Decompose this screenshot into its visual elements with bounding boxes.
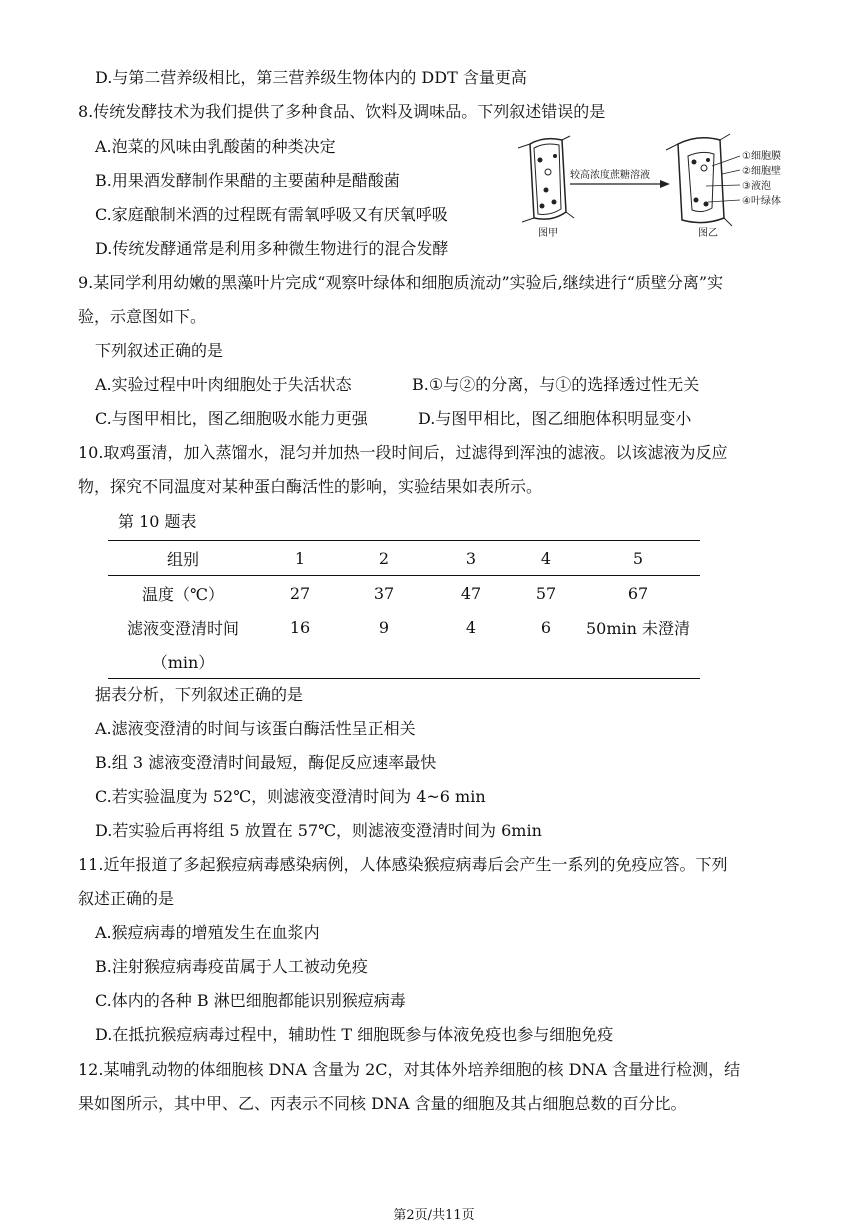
q8-option-b: B.用果酒发酵制作果醋的主要菌种是醋酸菌 [95, 171, 400, 190]
table-header-cell: 3 [426, 541, 516, 576]
table-row-time [108, 610, 700, 644]
table-cell: （min） [108, 644, 258, 679]
table-cell: 4 [465, 617, 477, 637]
table-title: 第 10 题表 [118, 512, 197, 531]
q10-option-b: B.组 3 滤液变澄清时间最短，酶促反应速率最快 [95, 753, 437, 772]
q10-option-a: A.滤液变澄清的时间与该蛋白酶活性呈正相关 [95, 719, 416, 738]
plasmolysis-figure [508, 130, 808, 246]
q9-stem-line2: 验，示意图如下。 [78, 307, 207, 326]
q10-results-table [108, 540, 700, 679]
table-header-cell: 2 [342, 541, 426, 576]
q9-stem-line1: 9.某同学利用幼嫩的黑藻叶片完成“观察叶绿体和细胞质流动”实验后,继续进行“质壁分离”实 [78, 273, 724, 292]
q7-option-d: D.与第二营养级相比，第三营养级生物体内的 DDT 含量更高 [95, 68, 527, 87]
table-cell: 47 [460, 583, 482, 603]
table-header-cell: 组别 [108, 541, 258, 576]
table-cell: 50min 未澄清 [585, 618, 691, 638]
cell-b-diagram [666, 134, 732, 226]
caption-right: 图乙 [698, 228, 718, 239]
q11-option-a: A.猴痘病毒的增殖发生在血浆内 [95, 923, 320, 942]
table-cell: 温度（℃） [142, 584, 224, 604]
arrow-head-icon [660, 180, 670, 188]
table-cell: 滤液变澄清时间 [126, 618, 239, 638]
table-header-cell: 4 [516, 541, 576, 576]
q11-option-d: D.在抵抗猴痘病毒过程中，辅助性 T 细胞既参与体液免疫也参与细胞免疫 [95, 1025, 614, 1044]
table-header-row [108, 541, 700, 576]
q11-option-b: B.注射猴痘病毒疫苗属于人工被动免疫 [95, 957, 368, 976]
q8-option-d: D.传统发酵通常是利用多种微生物进行的混合发酵 [95, 239, 449, 258]
arrow-label: 较高浓度蔗糖溶液 [570, 170, 650, 181]
label-cell-membrane: ①细胞膜 [742, 151, 781, 162]
q10-stem-line2: 物，探究不同温度对某种蛋白酶活性的影响，实验结果如表所示。 [78, 477, 543, 496]
table-cell: 9 [378, 617, 390, 637]
table-cell: 6 [540, 617, 552, 637]
q11-stem-line2: 叙述正确的是 [78, 889, 175, 908]
q11-option-c: C.体内的各种 B 淋巴细胞都能识别猴痘病毒 [95, 991, 406, 1010]
q10-stem-line1: 10.取鸡蛋清，加入蒸馏水，混匀并加热一段时间后，过滤得到浑浊的滤液。以该滤液为反应 [78, 443, 728, 462]
label-chloroplast: ④叶绿体 [742, 196, 781, 207]
table-header-cell: 5 [576, 541, 700, 576]
q9-stem-line3: 下列叙述正确的是 [95, 341, 224, 360]
q8-stem: 8.传统发酵技术为我们提供了多种食品、饮料及调味品。下列叙述错误的是 [78, 102, 606, 121]
label-cell-wall: ②细胞壁 [742, 166, 781, 177]
label-vacuole: ③液泡 [742, 181, 771, 192]
page-footer: 第2页/共11页 [393, 1208, 475, 1223]
q8-option-a: A.泡菜的风味由乳酸菌的种类决定 [95, 137, 336, 156]
q8-option-c: C.家庭酿制米酒的过程既有需氧呼吸又有厌氧呼吸 [95, 205, 448, 224]
q9-option-d: D.与图甲相比，图乙细胞体积明显变小 [418, 409, 692, 428]
q11-stem-line1: 11.近年报道了多起猴痘病毒感染病例，人体感染猴痘病毒后会产生一系列的免疫应答。下列 [78, 855, 728, 874]
q10-option-c: C.若实验温度为 52℃，则滤液变澄清时间为 4~6 min [95, 787, 486, 806]
cell-a-diagram [518, 136, 574, 222]
table-row-unit [108, 644, 700, 679]
q9-option-c: C.与图甲相比，图乙细胞吸水能力更强 [95, 409, 368, 428]
q10-stem-line3: 据表分析，下列叙述正确的是 [95, 685, 304, 704]
q12-stem-line2: 果如图所示，其中甲、乙、丙表示不同核 DNA 含量的细胞及其占细胞总数的百分比。 [78, 1094, 687, 1113]
table-cell: 27 [289, 583, 311, 603]
caption-left: 图甲 [538, 228, 558, 239]
q9-option-b: B.①与②的分离，与①的选择透过性无关 [412, 375, 700, 394]
q12-stem-line1: 12.某哺乳动物的体细胞核 DNA 含量为 2C，对其体外培养细胞的核 DNA 含量进行检测，结 [78, 1060, 741, 1079]
q9-option-a: A.实验过程中叶肉细胞处于失活状态 [95, 375, 352, 394]
table-cell: 57 [535, 583, 557, 603]
table-cell: 37 [373, 583, 395, 603]
table-cell: 16 [289, 617, 311, 637]
table-cell: 67 [627, 583, 649, 603]
q10-option-d: D.若实验后再将组 5 放置在 57℃，则滤液变澄清时间为 6min [95, 821, 542, 840]
table-row-temperature [108, 576, 700, 611]
table-header-cell: 1 [258, 541, 342, 576]
